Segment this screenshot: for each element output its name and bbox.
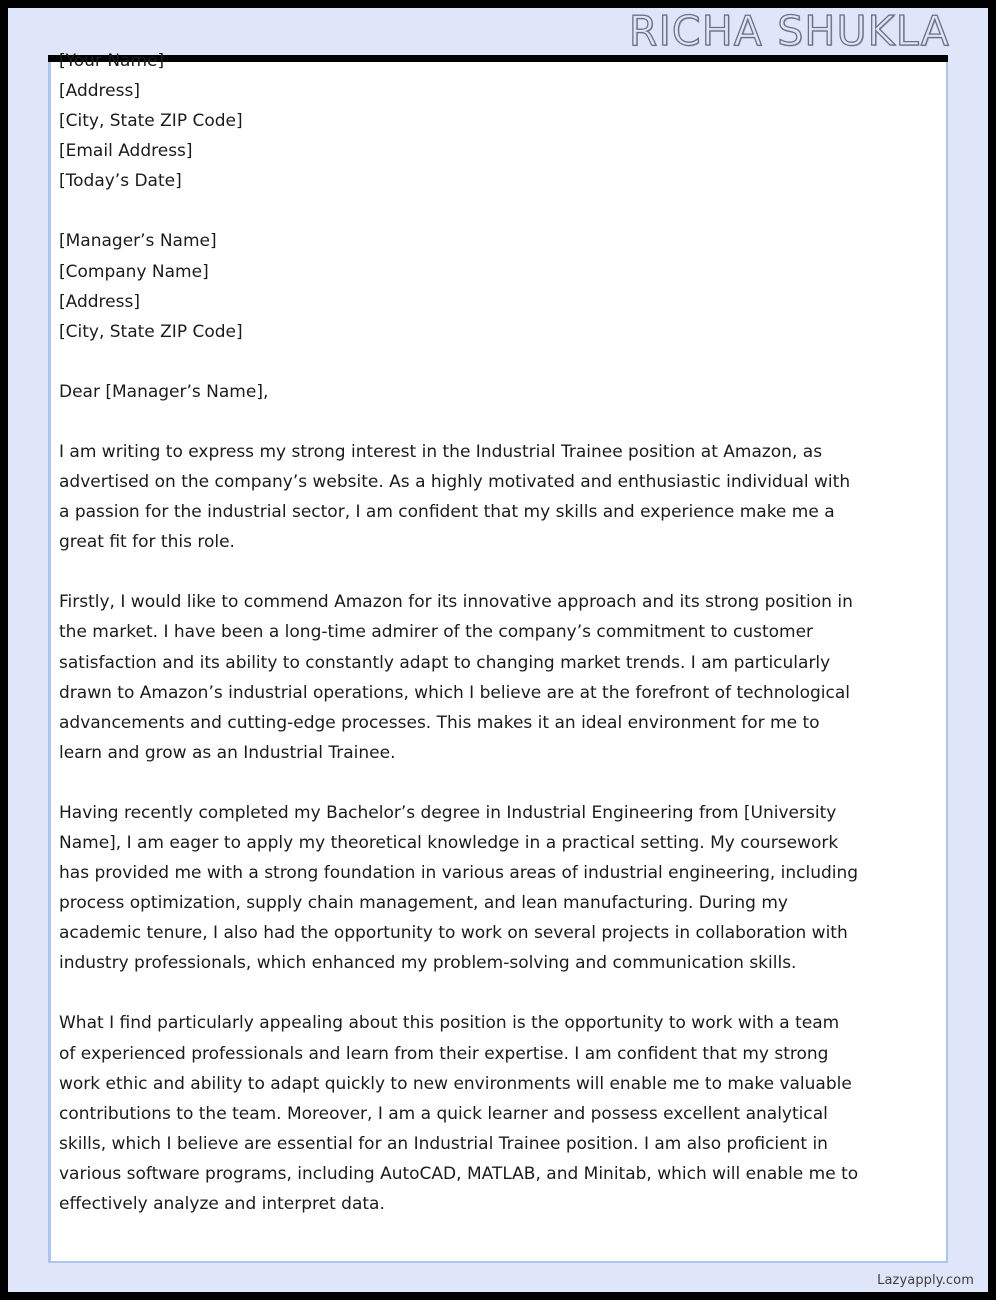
letter-paragraph: Firstly, I would like to commend Amazon for its innovative approach and its strong position in the market. I have been a long-time admirer of the company’s commitment to customer satisfaction and its ability to constantly adapt to changing market trends. I am particularly drawn to Amazon’s industrial operations, which I believe are at the forefront of technological advancements and cutting-edge processes. This makes it an ideal environment for me to learn and grow as an Industrial Trainee.	[59, 592, 853, 763]
sender-line: [City, State ZIP Code]	[59, 111, 243, 132]
letter-paragraph: I am writing to express my strong interest in the Industrial Trainee position at Amazon, as advertised on the company’s website. As a highly motivated and enthusiastic individual with a passion for the industrial sector, I am confident that my skills and experience make me a great fit for this role.	[59, 441, 851, 553]
block-spacer	[59, 196, 859, 226]
recipient-line: [Manager’s Name]	[59, 231, 217, 252]
sender-address-block	[59, 46, 859, 196]
sender-line: [Email Address]	[59, 141, 193, 162]
recipient-line: [Company Name]	[59, 261, 209, 282]
page-title: RICHA SHUKLA	[628, 8, 950, 55]
block-spacer	[59, 978, 859, 1008]
block-spacer	[59, 407, 859, 437]
block-spacer	[59, 557, 859, 587]
sender-line: [Today’s Date]	[59, 171, 182, 192]
recipient-line: [Address]	[59, 291, 140, 312]
salutation: Dear [Manager’s Name],	[59, 381, 269, 402]
document-backdrop	[8, 8, 988, 1292]
recipient-address-block	[59, 226, 859, 346]
lazyapply-watermark: Lazyapply.com	[877, 1273, 974, 1288]
recipient-line: [City, State ZIP Code]	[59, 321, 243, 342]
sender-line: [Your Name]	[59, 51, 165, 71]
cover-letter-body	[59, 46, 859, 1219]
letter-paragraph: Having recently completed my Bachelor’s degree in Industrial Engineering from [University Name], I am eager to apply my theoretical knowledge in a practical setting. My coursework has provided me with a strong foundation in various areas of industrial engineering, including process optimization, supply chain management, and lean manufacturing. During my academic tenure, I also had the opportunity to work on several projects in collaboration with industry professionals, which enhanced my problem-solving and communication skills.	[59, 802, 859, 974]
block-spacer	[59, 347, 859, 377]
letter-paragraph: What I find particularly appealing about this position is the opportunity to work with a team of experienced professionals and learn from their expertise. I am confident that my strong work ethic and ability to adapt quickly to new environments will enable me to make valuable contributions to the team. Moreover, I am a quick learner and possess excellent analytical skills, which I believe are essential for an Industrial Trainee position. I am also proficient in various software programs, including AutoCAD, MATLAB, and Minitab, which will enable me to effectively analyze and interpret data.	[59, 1013, 859, 1214]
sender-line: [Address]	[59, 81, 140, 102]
block-spacer	[59, 768, 859, 798]
